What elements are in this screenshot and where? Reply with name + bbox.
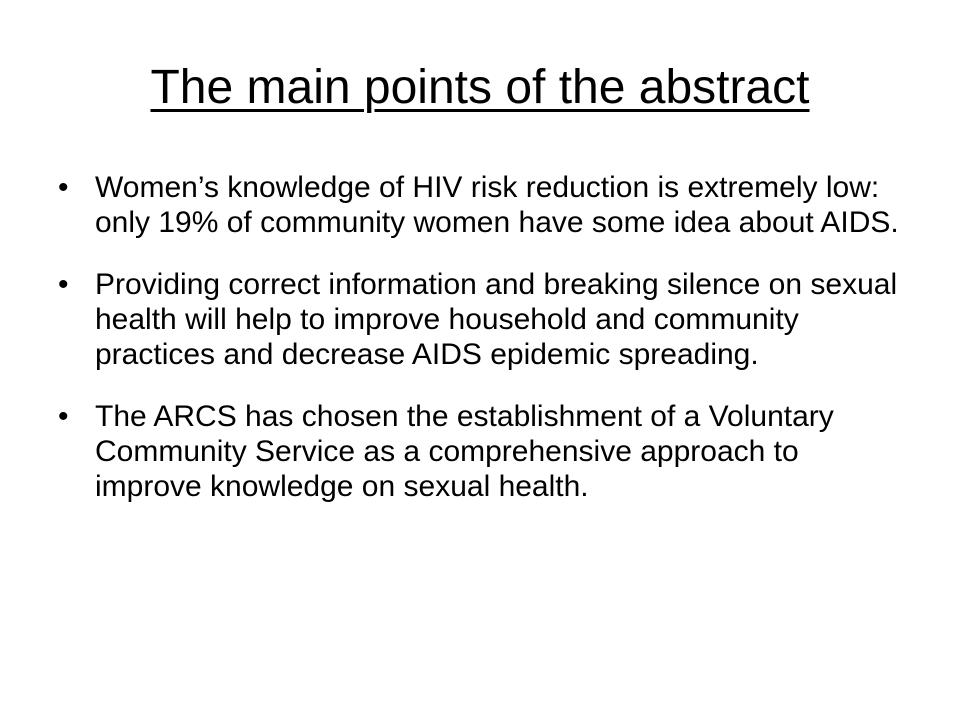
bullet-text: Women’s knowledge of HIV risk reduction is extremely low: only 19% of community women have some idea about AIDS. bbox=[95, 171, 899, 239]
bullet-list bbox=[58, 170, 908, 531]
bullet-dot-icon: • bbox=[58, 400, 69, 433]
bullet-item-arcs bbox=[58, 399, 908, 504]
slide-title-text: The main points of the abstract bbox=[150, 61, 810, 114]
bullet-item-information bbox=[58, 267, 908, 372]
slide-title bbox=[0, 58, 960, 118]
bullet-text: Providing correct information and breaking silence on sexual health will help to improve household and community practices and decrease AIDS epidemic spreading. bbox=[95, 268, 898, 371]
bullet-dot-icon: • bbox=[58, 171, 69, 204]
bullet-text: The ARCS has chosen the establishment of a Voluntary Community Service as a comprehensive approach to improve knowledge on sexual health. bbox=[95, 400, 834, 503]
bullet-dot-icon: • bbox=[58, 268, 69, 301]
bullet-item-knowledge bbox=[58, 170, 908, 240]
